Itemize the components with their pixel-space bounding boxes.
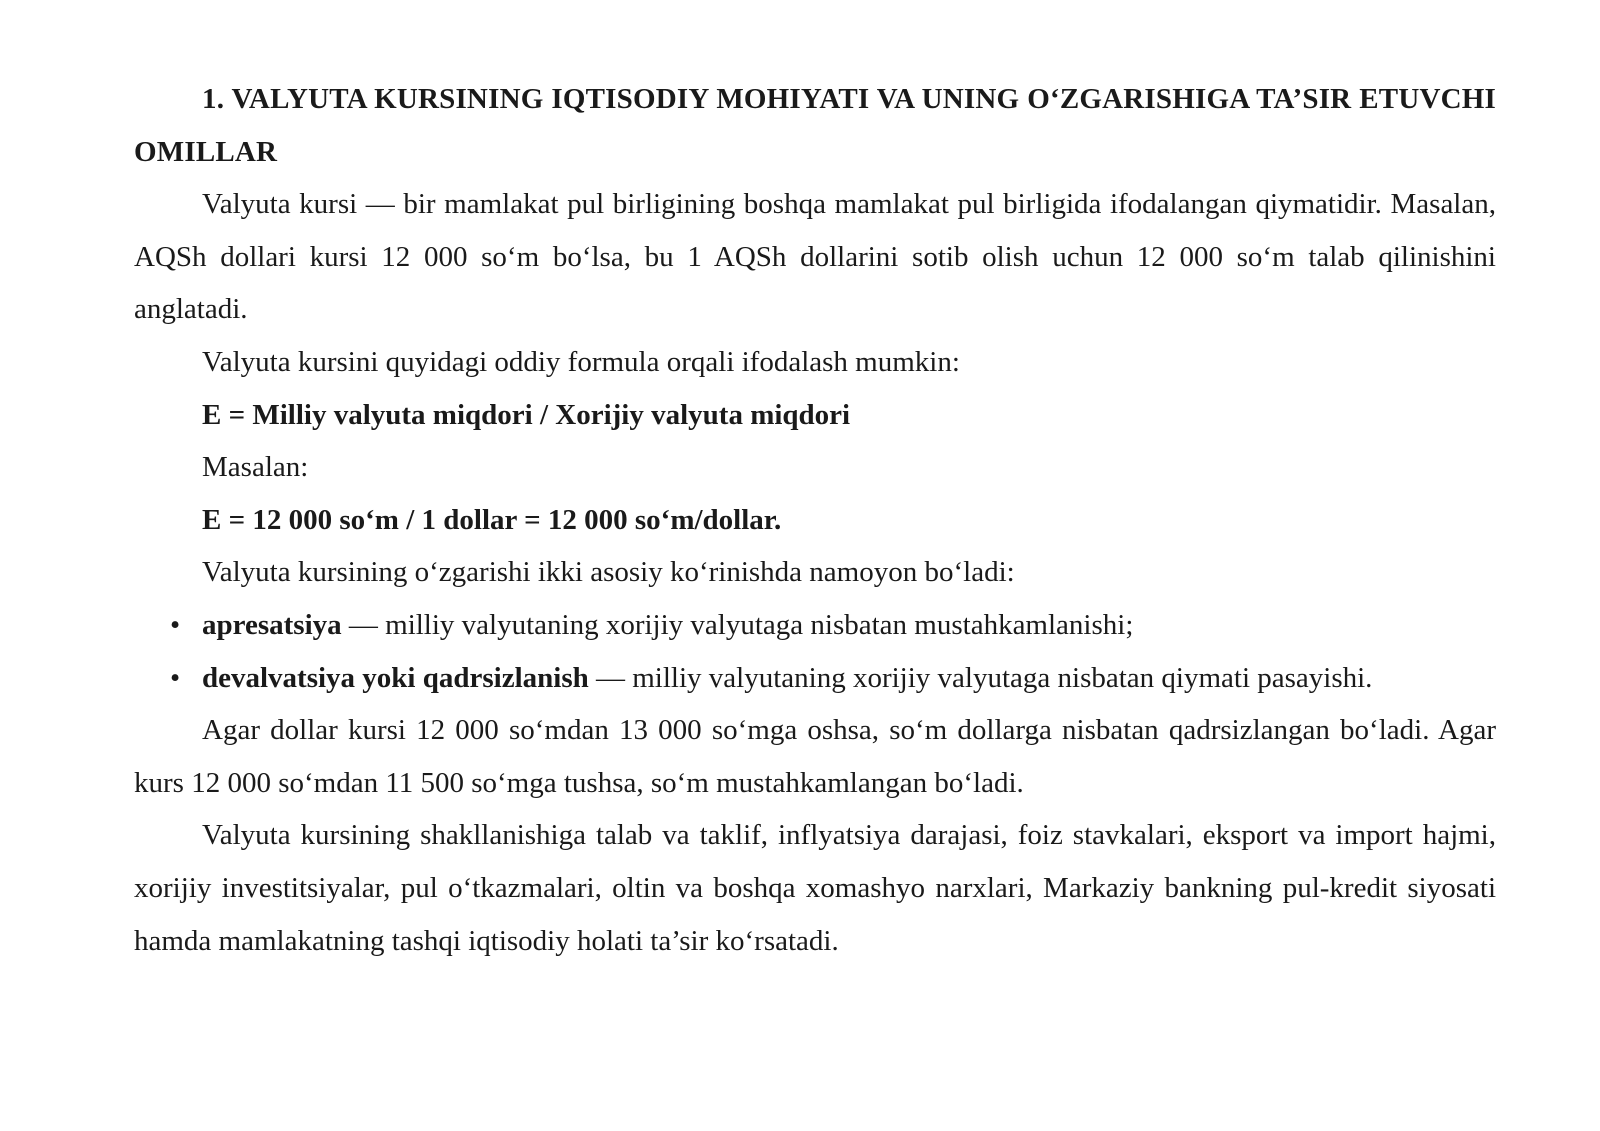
- paragraph-forms-intro: Valyuta kursining o‘zgarishi ikki asosiy ko‘rinishda namoyon bo‘ladi:: [202, 556, 1015, 589]
- paragraph-example-change: Agar dollar kursi 12 000 so‘mdan 13 000 so‘mga oshsa, so‘m dollarga nisbatan qadrsizlangan bo‘ladi. Agar kurs 12 000 so‘mdan 11 500 so‘mga tushsa, so‘m mustahkamlangan bo‘ladi.: [134, 714, 1496, 799]
- example-formula-text: E = 12 000 so‘m / 1 dollar = 12 000 so‘m/dollar.: [202, 503, 782, 536]
- formula-text: E = Milliy valyuta miqdori / Xorijiy valyuta miqdori: [202, 398, 851, 431]
- example-formula: [134, 494, 1496, 547]
- bullet-definition: — milliy valyutaning xorijiy valyutaga nisbatan qiymati pasayishi.: [588, 661, 1373, 694]
- paragraph-factors: Valyuta kursining shakllanishiga talab va taklif, inflyatsiya darajasi, foiz stavkalari, eksport va import hajmi, xorijiy investitsiyalar, pul o‘tkazmalari, oltin va boshqa xomashyo narxlari, Markaziy bankning pul-kredit siyosati hamda mamlakatning tashqi iqtisodiy holati ta’sir ko‘rsatadi.: [134, 819, 1496, 957]
- bullet-term: apresatsiya: [202, 608, 342, 641]
- bullet-term: devalvatsiya yoki qadrsizlanish: [202, 661, 589, 694]
- formula: [134, 389, 1496, 442]
- document-body: [134, 73, 1496, 967]
- bullet-definition: — milliy valyutaning xorijiy valyutaga nisbatan mustahkamlanishi;: [341, 608, 1134, 641]
- example-label: Masalan:: [202, 451, 309, 484]
- paragraph-formula-intro: Valyuta kursini quyidagi oddiy formula orqali ifodalash mumkin:: [202, 345, 960, 378]
- list-item: [134, 652, 1496, 705]
- bullet-icon: •: [170, 661, 181, 694]
- paragraph-definition: Valyuta kursi — bir mamlakat pul birligining boshqa mamlakat pul birligida ifodalangan qiymatidir. Masalan, AQSh dollari kursi 12 000 so‘m bo‘lsa, bu 1 AQSh dollarini sotib olish uchun 12 000 so‘m talab qilinishini anglatadi.: [134, 188, 1496, 326]
- bullet-icon: •: [170, 608, 181, 641]
- section-heading: 1. VALYUTA KURSINING IQTISODIY MOHIYATI VA UNING O‘ZGARISHIGA TA’SIR ETUVCHI OMILLAR: [134, 83, 1496, 168]
- list-item: [134, 599, 1496, 652]
